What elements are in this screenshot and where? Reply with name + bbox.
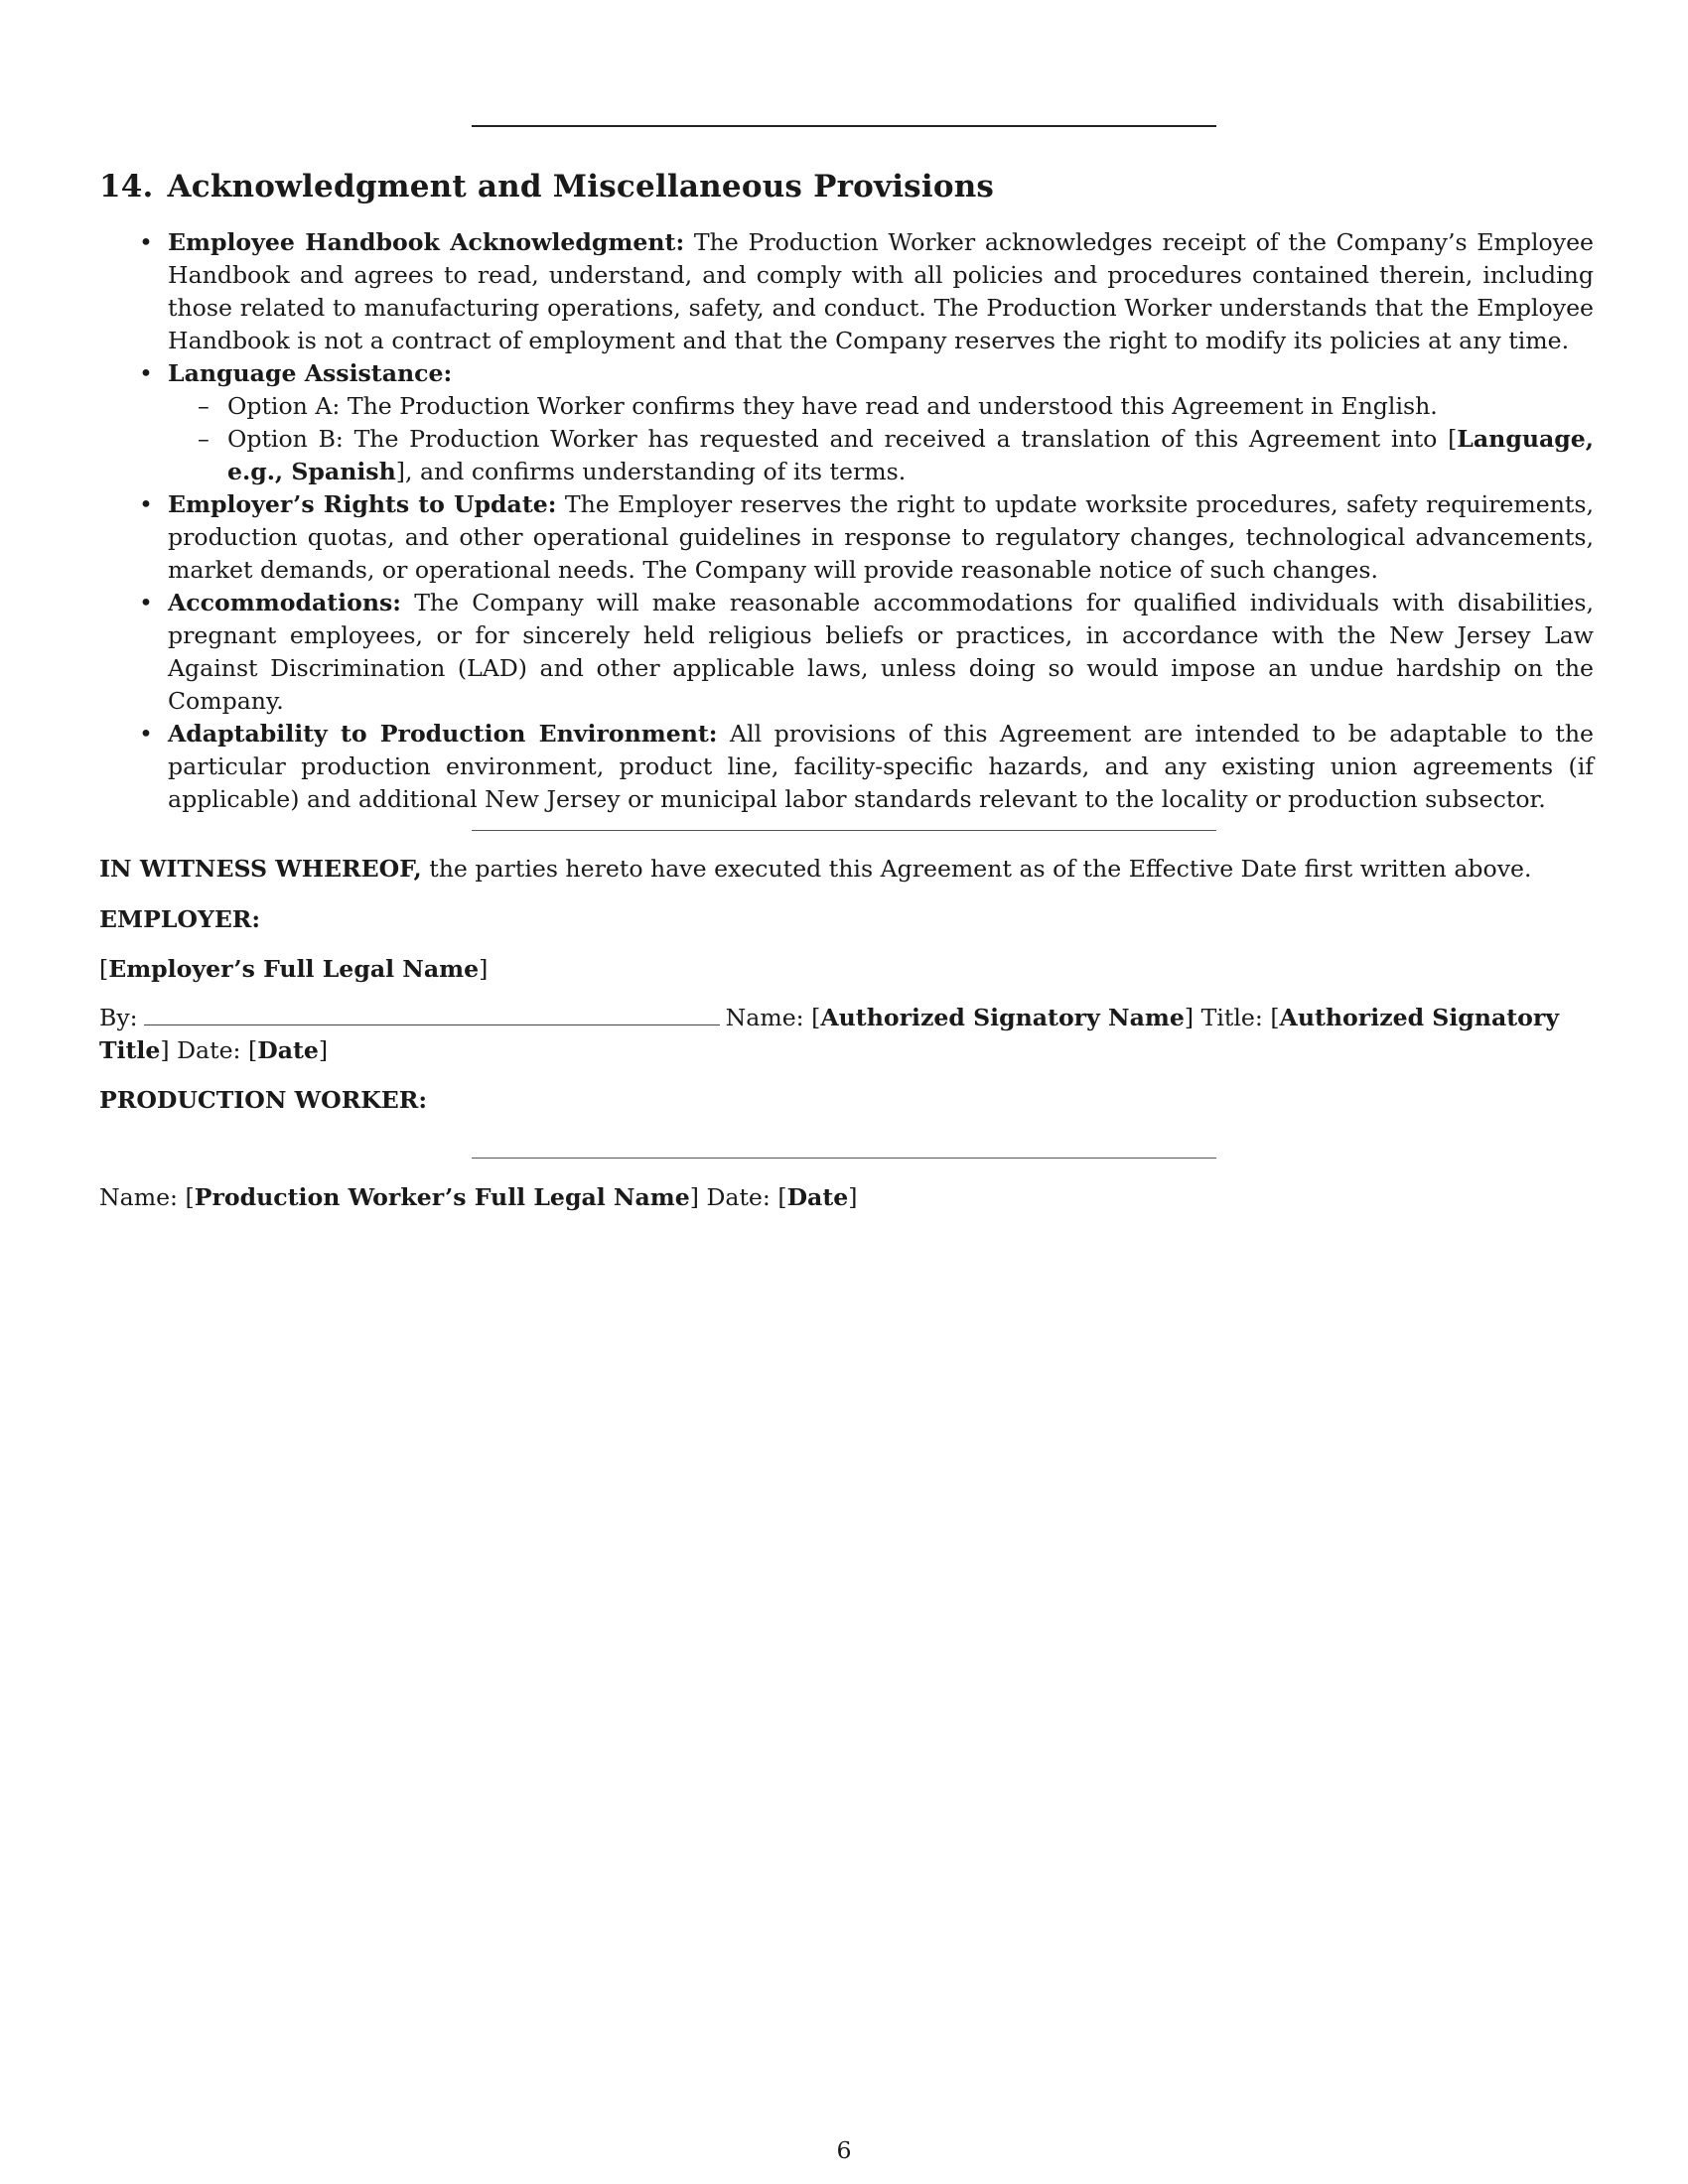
worker-signature-line[interactable] [472,1158,1216,1159]
witness-lead: IN WITNESS WHEREOF, [99,855,422,883]
witness-text: the parties hereto have executed this Agreement as of the Effective Date first written above. [429,855,1532,883]
provision-rights-to-update [99,488,1594,587]
option-text-after: ], and confirms understanding of its terms. [395,458,907,485]
provision-adaptability [99,718,1594,816]
worker-date-label: Date: [706,1183,771,1211]
page-number: 6 [836,2136,852,2164]
language-placeholder: Language, e.g., Spanish [227,425,1594,485]
employer-date-label: Date: [177,1036,241,1064]
provision-label: Language Assistance: [168,359,453,387]
worker-name-placeholder: Production Worker’s Full Legal Name [194,1183,690,1211]
provision-accommodations [99,587,1594,718]
language-option-a [168,390,1594,423]
signatory-name-placeholder: Authorized Signatory Name [820,1004,1185,1031]
worker-date-placeholder: Date [786,1183,849,1211]
provision-label: Accommodations: [168,589,401,616]
section-number: 14. [99,169,154,205]
employer-signature-block: By: Name: [Authorized Signatory Name] Title: [Authorized Signatory Title] Date: [Date] [99,1004,1560,1064]
worker-heading [99,1084,1594,1117]
provision-text: The Employer reserves the right to update worksite procedures, safety requirements, production quotas, and other operational guidelines in response to regulatory changes, technological advancements, market demands, or operational needs. The Company will provide reasonable notice of such changes. [168,490,1594,584]
employer-signature-line[interactable] [144,1003,720,1025]
section-title: Acknowledgment and Miscellaneous Provisions [167,169,995,205]
signatory-title-label: Title: [1200,1004,1263,1031]
employer-date-placeholder: Date [257,1036,319,1064]
language-options [168,390,1594,488]
employer-name-line: [Employer’s Full Legal Name] [99,955,489,983]
employer-heading [99,903,1594,936]
provision-label: Adaptability to Production Environment: [168,720,718,748]
section-heading [99,169,994,205]
witness-clause [99,853,1594,886]
provision-handbook [99,226,1594,357]
provision-language [99,357,1594,488]
provision-label: Employee Handbook Acknowledgment: [168,228,685,256]
provision-text: The Production Worker acknowledges receipt of the Company’s Employee Handbook and agrees to read, understand, and comply with all policies and procedures contained therein, including those related to manufacturing operations, safety, and conduct. The Production Worker understands that the Employee Handbook is not a contract of employment and that the Company reserves the right to modify its policies at any time. [168,228,1594,354]
employer-name-placeholder: Employer’s Full Legal Name [108,955,480,983]
top-divider [472,125,1216,127]
signatory-name-label: Name: [725,1004,804,1031]
provision-text: All provisions of this Agreement are intended to be adaptable to the particular production environment, product line, facility-specific hazards, and any existing union agreements (if applicable) and additional New Jersey or municipal labor standards relevant to the locality or production subsector. [168,720,1595,813]
worker-heading-text: PRODUCTION WORKER: [99,1086,428,1114]
witness-divider [472,830,1216,831]
employer-heading-text: EMPLOYER: [99,905,261,933]
provision-label: Employer’s Rights to Update: [168,490,557,518]
language-option-b [168,423,1594,488]
signatory-title-placeholder: Authorized Signatory Title [99,1004,1560,1064]
option-text: Option A: The Production Worker confirms they have read and understood this Agreement in English. [227,392,1438,420]
provision-text: The Company will make reasonable accommodations for qualified individuals with disabilities, pregnant employees, or for sincerely held religious beliefs or practices, in accordance with the New Jersey Law Against Discrimination (LAD) and other applicable laws, unless doing so would impose an undue hardship on the Company. [168,589,1595,715]
provisions-list [99,226,1594,816]
worker-name-line: Name: [Production Worker’s Full Legal Name] Date: [Date] [99,1183,858,1211]
by-label: By: [99,1004,138,1031]
option-text-before: Option B: The Production Worker has requested and received a translation of this Agreement into [ [227,425,1458,453]
worker-name-label: Name: [99,1183,178,1211]
